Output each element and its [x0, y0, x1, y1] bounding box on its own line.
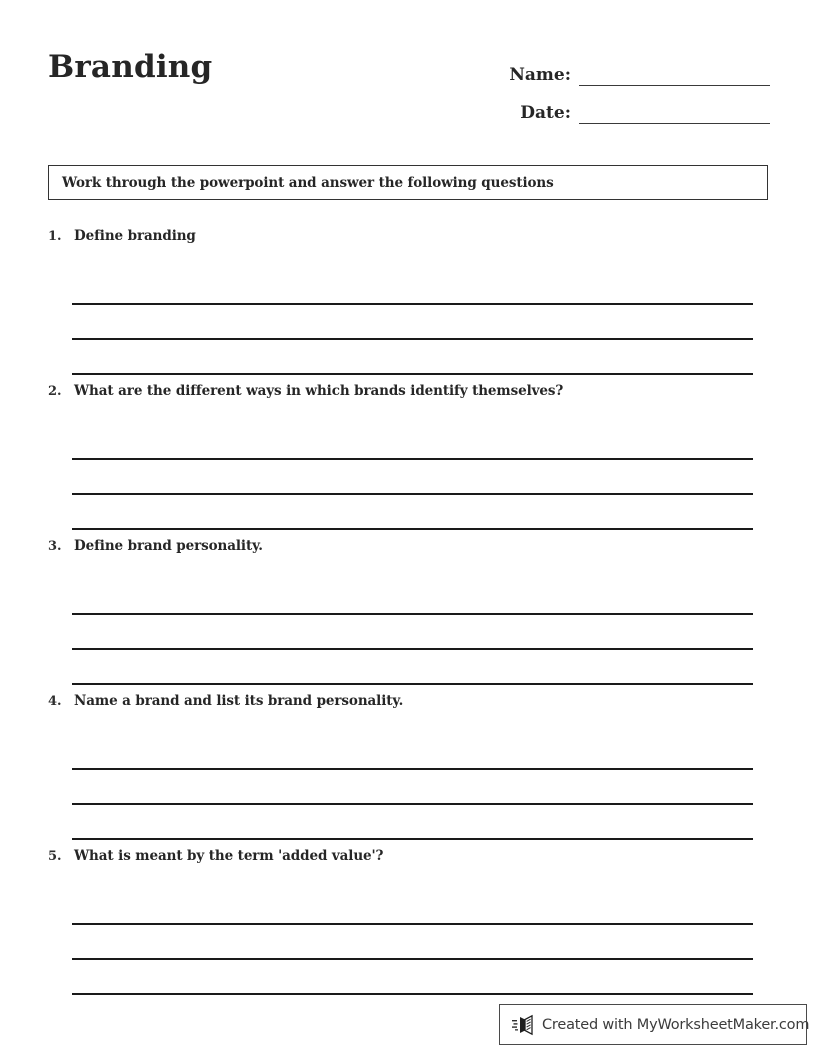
question-number: 4. [48, 694, 62, 709]
question-text: Define brand personality. [74, 538, 263, 554]
date-label: Date: [520, 103, 571, 123]
name-input[interactable] [579, 62, 770, 86]
question-block [0, 228, 816, 383]
page-title: Branding [48, 49, 213, 85]
answer-area[interactable] [72, 735, 753, 840]
question-number: 2. [48, 384, 62, 399]
answer-area[interactable] [72, 425, 753, 530]
answer-line[interactable] [72, 580, 753, 615]
worksheet-maker-logo-icon [512, 1014, 536, 1036]
name-date-fields [470, 48, 770, 124]
question-text: Define branding [74, 228, 196, 244]
answer-line[interactable] [72, 890, 753, 925]
answer-area[interactable] [72, 270, 753, 375]
answer-line[interactable] [72, 495, 753, 530]
instruction-text: Work through the powerpoint and answer the following questions [62, 174, 554, 191]
question-heading [48, 228, 748, 244]
questions-list [0, 228, 816, 1003]
question-text: What are the different ways in which brands identify themselves? [74, 383, 564, 399]
date-field-row [470, 86, 770, 124]
answer-line[interactable] [72, 805, 753, 840]
worksheet-header [0, 0, 816, 140]
name-label: Name: [509, 65, 571, 85]
question-text: What is meant by the term 'added value'? [74, 848, 384, 864]
answer-area[interactable] [72, 890, 753, 995]
question-block [0, 538, 816, 693]
date-input[interactable] [579, 100, 770, 124]
answer-line[interactable] [72, 735, 753, 770]
instruction-box [48, 165, 768, 200]
answer-area[interactable] [72, 580, 753, 685]
answer-line[interactable] [72, 425, 753, 460]
answer-line[interactable] [72, 615, 753, 650]
answer-line[interactable] [72, 770, 753, 805]
footer-attribution-badge[interactable] [499, 1004, 810, 1045]
question-number: 3. [48, 539, 62, 554]
answer-line[interactable] [72, 650, 753, 685]
answer-line[interactable] [72, 460, 753, 495]
question-text: Name a brand and list its brand personality. [74, 693, 404, 709]
answer-line[interactable] [72, 960, 753, 995]
question-heading [48, 383, 748, 399]
question-block [0, 693, 816, 848]
answer-line[interactable] [72, 270, 753, 305]
question-heading [48, 693, 748, 709]
question-number: 1. [48, 229, 62, 244]
footer-attribution-text: Created with MyWorksheetMaker.com [542, 1016, 810, 1033]
question-heading [48, 848, 748, 864]
answer-line[interactable] [72, 340, 753, 375]
answer-line[interactable] [72, 925, 753, 960]
question-number: 5. [48, 849, 62, 864]
answer-line[interactable] [72, 305, 753, 340]
name-field-row [470, 48, 770, 86]
question-block [0, 383, 816, 538]
question-heading [48, 538, 748, 554]
question-block [0, 848, 816, 1003]
